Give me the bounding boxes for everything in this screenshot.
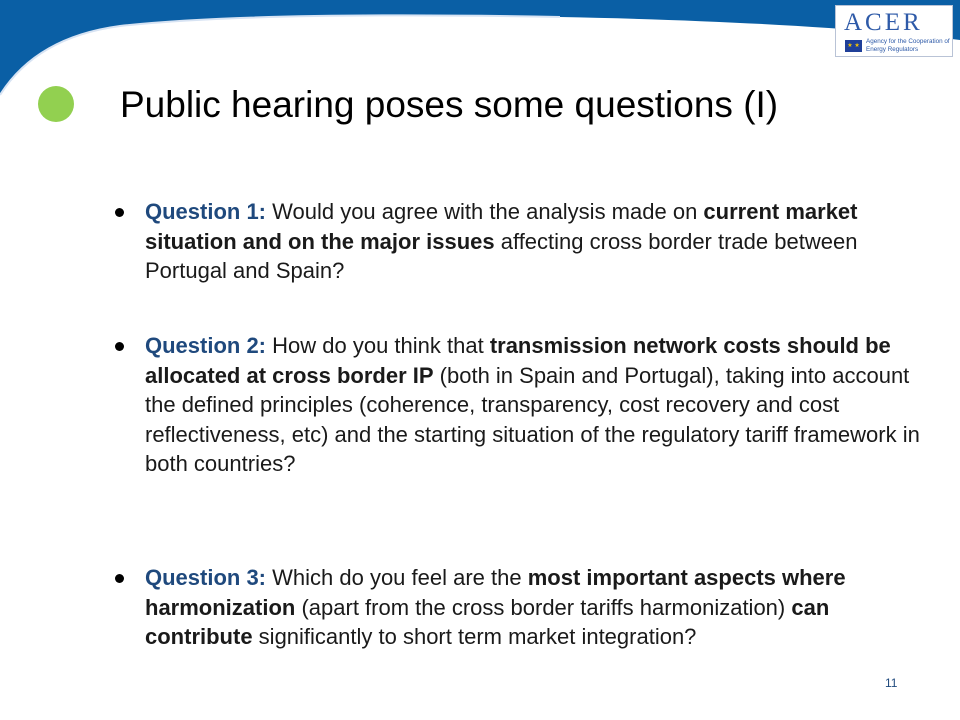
bullet-icon	[115, 208, 124, 217]
slide-title: Public hearing poses some questions (I)	[120, 84, 779, 125]
logo-wordmark: ACER	[844, 9, 923, 36]
question-3	[145, 563, 925, 652]
acer-logo	[835, 5, 953, 57]
question-label: Question 1:	[145, 199, 273, 224]
question-label: Question 2:	[145, 333, 273, 358]
bullet-icon	[115, 574, 124, 583]
question-1	[145, 197, 925, 286]
logo-subtitle: Agency for the Cooperation of Energy Regulators	[866, 38, 950, 53]
title-bullet-icon	[38, 86, 74, 122]
eu-flag-icon: ★ ★	[845, 40, 862, 52]
question-emphasis: current market situation and on the major issues	[145, 199, 858, 254]
question-text: significantly to short term market integration?	[252, 624, 697, 649]
question-emphasis: most important aspects where harmonization	[145, 565, 846, 620]
question-text: (both in Spain and Portugal), taking into account the defined principles (coherence, transparency, cost recovery and cost reflectiveness, etc) and the starting situation of the regulatory tariff framework in both countries?	[145, 362, 920, 476]
question-text: How do you think that	[272, 333, 490, 358]
question-text: Which do you feel are the	[272, 565, 528, 590]
question-emphasis: transmission network costs should be allocated at cross border IP	[145, 333, 891, 388]
question-emphasis: can contribute	[145, 594, 830, 649]
question-text: affecting cross border trade between Portugal and Spain?	[145, 228, 858, 283]
question-text: Would you agree with the analysis made on	[272, 199, 704, 224]
question-label: Question 3:	[145, 565, 273, 590]
question-2	[145, 331, 925, 479]
page-number: 11	[885, 676, 898, 690]
bullet-icon	[115, 342, 124, 351]
question-text: (apart from the cross border tariffs harmonization)	[295, 594, 792, 620]
